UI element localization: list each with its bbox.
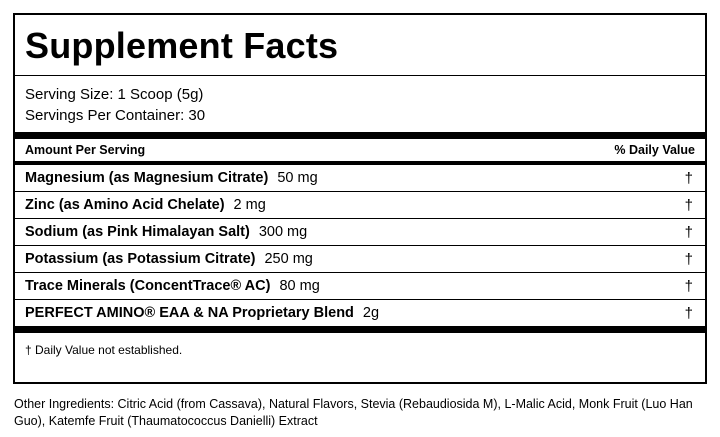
nutrient-name: Trace Minerals (ConcentTrace® AC) bbox=[25, 278, 271, 294]
nutrient-amount: 50 mg bbox=[277, 170, 318, 186]
column-header bbox=[25, 139, 695, 161]
daily-value-mark: † bbox=[684, 277, 693, 295]
nutrient-name: Magnesium (as Magnesium Citrate) bbox=[25, 170, 269, 186]
serving-size: Serving Size: 1 Scoop (5g) bbox=[25, 86, 204, 103]
nutrient-row bbox=[15, 192, 705, 219]
nutrient-name: Potassium (as Potassium Citrate) bbox=[25, 251, 256, 267]
nutrient-row bbox=[15, 300, 705, 326]
nutrient-row bbox=[15, 219, 705, 246]
serving-info bbox=[25, 76, 695, 132]
thick-divider bbox=[15, 326, 705, 333]
daily-value-mark: † bbox=[684, 304, 693, 322]
daily-value-mark: † bbox=[684, 196, 693, 214]
thick-divider bbox=[15, 132, 705, 139]
nutrient-name: Zinc (as Amino Acid Chelate) bbox=[25, 197, 225, 213]
nutrient-amount: 250 mg bbox=[264, 251, 313, 267]
footnote: † Daily Value not established. bbox=[25, 343, 183, 357]
nutrient-amount: 300 mg bbox=[258, 224, 308, 240]
daily-value-mark: † bbox=[684, 250, 693, 268]
nutrient-name: PERFECT AMINO® EAA & NA Proprietary Blend bbox=[25, 305, 354, 321]
amount-per-serving-header: Amount Per Serving bbox=[25, 143, 146, 157]
nutrient-amount: 80 mg bbox=[279, 278, 320, 294]
nutrient-name: Sodium (as Pink Himalayan Salt) bbox=[25, 224, 250, 240]
daily-value-mark: † bbox=[684, 169, 693, 187]
panel-title: Supplement Facts bbox=[25, 25, 339, 66]
other-ingredients: Other Ingredients: Citric Acid (from Cassava), Natural Flavors, Stevia (Rebaudiosida M), L-Malic Acid, Monk Fruit (Luo Han Guo), Katemfe Fruit (Thaumatococcus Danielli) Extract bbox=[14, 397, 693, 428]
nutrient-row bbox=[15, 165, 705, 192]
daily-value-header: % Daily Value bbox=[614, 143, 695, 157]
nutrient-amount: 2 mg bbox=[233, 197, 266, 213]
nutrient-row bbox=[15, 273, 705, 300]
servings-per-container: Servings Per Container: 30 bbox=[25, 107, 206, 124]
supplement-facts-panel bbox=[13, 13, 707, 384]
daily-value-mark: † bbox=[684, 223, 693, 241]
nutrient-amount: 2g bbox=[362, 305, 380, 321]
nutrient-row bbox=[15, 246, 705, 273]
